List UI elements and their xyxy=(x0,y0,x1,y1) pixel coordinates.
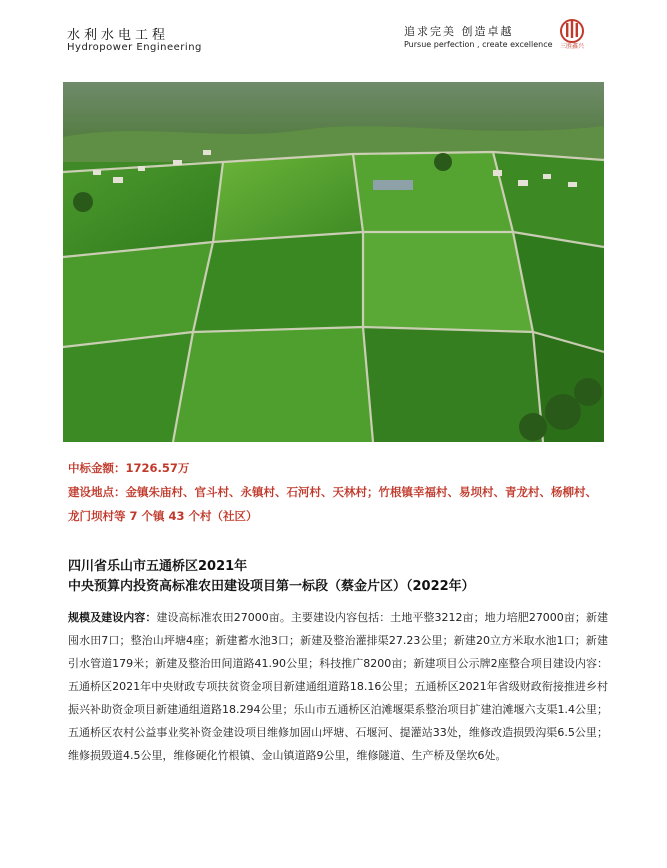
slogan-en: Pursue perfection , create excellence xyxy=(404,40,553,49)
page-header xyxy=(0,0,667,70)
farmland-aerial-photo xyxy=(63,82,604,442)
bid-amount-row xyxy=(68,456,608,480)
location-value: 金镇朱庙村、官斗村、永镇村、石河村、天林村；竹根镇幸福村、易坝村、青龙村、杨柳村、龙门坝村等 7 个镇 43 个村（社区） xyxy=(68,485,597,523)
project-title xyxy=(68,557,608,597)
bid-amount-value: 1726.57万 xyxy=(125,461,190,475)
brand-name-cn: 水利水电工程 xyxy=(67,28,170,43)
slogan-cn: 追求完美 创造卓越 xyxy=(404,25,514,38)
scope-text: 建设高标准农田27000亩。主要建设内容包括：土地平整3212亩；地力培肥27000亩；新建囤水田7口；整治山坪塘4座；新建蓄水池3口；新建及整治灌排渠27.23公里；新建20立方米取水池1口；新建引水管道179米；新建及整治田间道路41.90公里；科技推广8200亩；新建项目公示牌2座整合项目建设内容：五通桥区2021年中央财政专项扶贫资金项目新建通组道路18.16公里；五通桥区2021年省级财政衔接推进乡村振兴补助资金项目新建通组道路18.294公里；乐山市五通桥区泊滩堰渠系整治项目扩建泊滩堰六支渠1.4公里；五通桥区农村公益事业奖补资金建设项目维修加固山坪塘、石堰河、提灌站33处，维修改造损毁沟渠6.5公里；维修损毁道4.5公里，维修硬化竹根镇、金山镇道路9公里，维修隧道、生产桥及堡坎6处。 xyxy=(68,611,608,762)
bid-amount-label: 中标金额： xyxy=(68,461,126,475)
location-row xyxy=(68,480,608,528)
logo-text: 三胜鑫兴 xyxy=(559,43,584,50)
brand-name-en: Hydropower Engineering xyxy=(67,42,202,53)
location-label: 建设地点： xyxy=(68,485,126,499)
project-title-line2: 中央预算内投资高标准农田建设项目第一标段（蔡金片区）（2022年） xyxy=(68,579,475,594)
project-highlights xyxy=(68,456,608,528)
scope-label: 规模及建设内容： xyxy=(68,611,157,624)
project-scope xyxy=(68,606,608,767)
project-title-line1: 四川省乐山市五通桥区2021年 xyxy=(68,559,248,574)
